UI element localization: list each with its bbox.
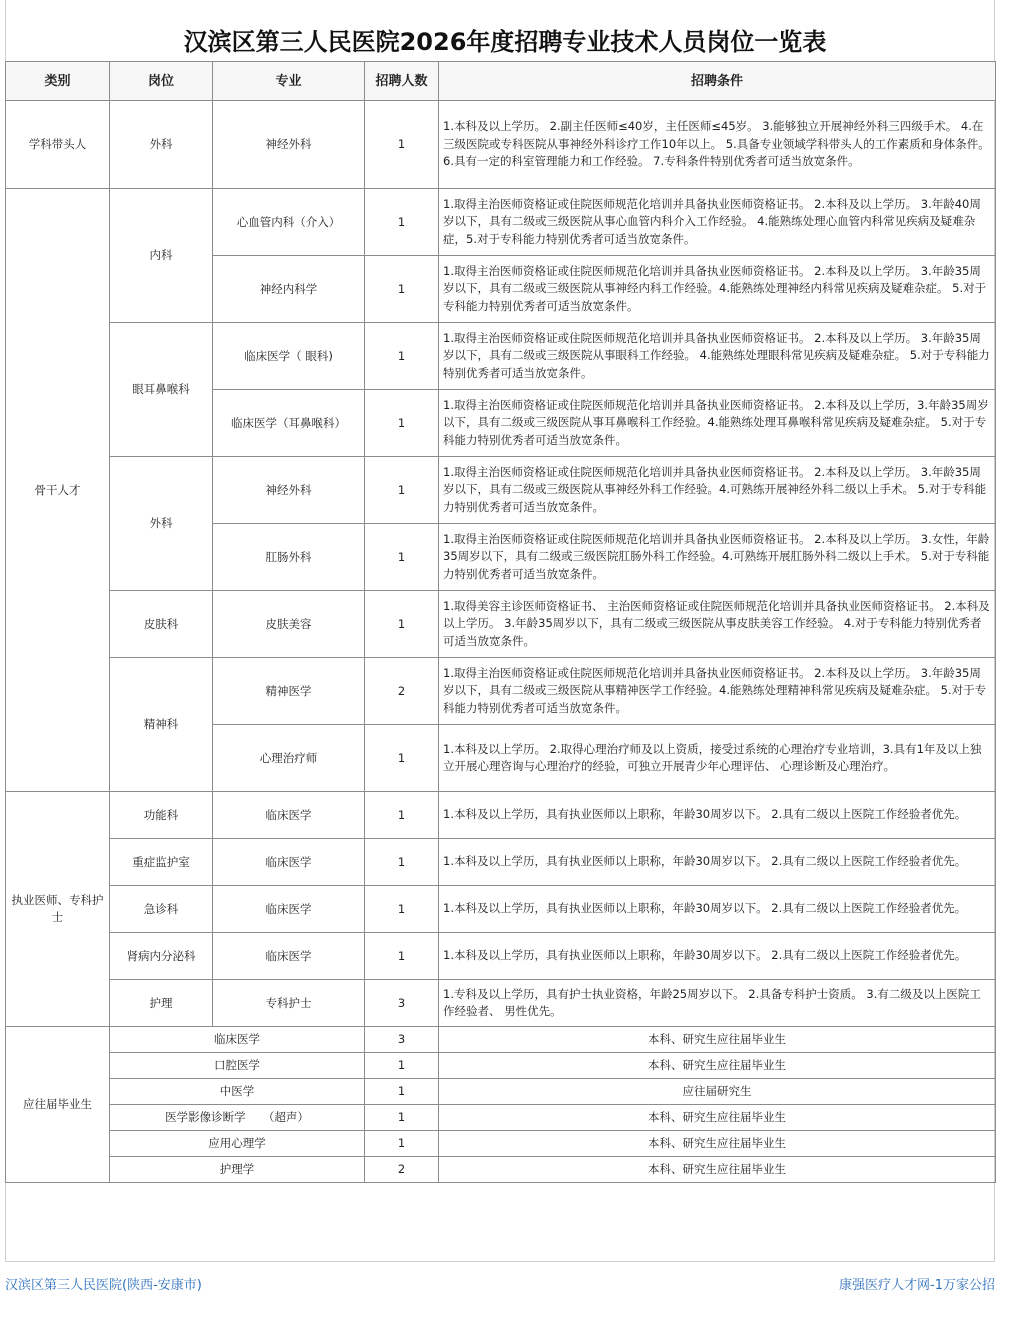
- header-post: 岗位: [110, 62, 213, 101]
- count-cell: 1: [365, 1079, 439, 1105]
- conditions-cell: 应往届研究生: [439, 1079, 996, 1105]
- conditions-cell: 1.取得主治医师资格证或住院医师规范化培训并具备执业医师资格证书。 2.本科及以上学历。 3.年龄35周岁以下，具有二级或三级医院从事神经外科工作经验。4.可熟练开展神经外科二级以上手术。 5.对于专科能力特别优秀者可适当放宽条件。: [439, 457, 996, 524]
- table-row: [6, 792, 996, 839]
- table-row: [6, 189, 996, 256]
- table-row: [6, 980, 996, 1027]
- major-cell: 临床医学: [110, 1027, 365, 1053]
- table-row: [6, 1131, 996, 1157]
- table-row: [6, 101, 996, 189]
- table-row: [6, 457, 996, 524]
- major-cell: 临床医学: [213, 933, 365, 980]
- major-cell: 专科护士: [213, 980, 365, 1027]
- post-cell: 精神科: [110, 658, 213, 792]
- conditions-cell: 1.取得主治医师资格证或住院医师规范化培训并具备执业医师资格证书。 2.本科及以上学历。 3.女性，年龄35周岁以下，具有二级或三级医院肛肠外科工作经验。4.可熟练开展肛肠外科二级以上手术。 5.对于专科能力特别优秀者可适当放宽条件。: [439, 524, 996, 591]
- page-title: 汉滨区第三人民医院2026年度招聘专业技术人员岗位一览表: [183, 28, 827, 56]
- conditions-cell: 1.本科及以上学历，具有执业医师以上职称，年龄30周岁以下。 2.具有二级以上医院工作经验者优先。: [439, 792, 996, 839]
- count-cell: 1: [365, 792, 439, 839]
- header-count: 招聘人数: [365, 62, 439, 101]
- post-cell: 眼耳鼻喉科: [110, 323, 213, 457]
- count-cell: 2: [365, 658, 439, 725]
- table-row: [6, 1079, 996, 1105]
- conditions-cell: 1.取得美容主诊医师资格证书、 主治医师资格证或住院医师规范化培训并具备执业医师资格证书。 2.本科及以上学历。 3.年龄35周岁以下，具有二级或三级医院从事皮肤美容工作经验。 4.对于专科能力特别优秀者可适当放宽条件。: [439, 591, 996, 658]
- post-cell: 护理: [110, 980, 213, 1027]
- major-cell: 中医学: [110, 1079, 365, 1105]
- conditions-cell: 本科、研究生应往届毕业生: [439, 1105, 996, 1131]
- post-cell: 内科: [110, 189, 213, 323]
- table-row: [6, 658, 996, 725]
- conditions-cell: 1.专科及以上学历，具有护士执业资格，年龄25周岁以下。 2.具备专科护士资质。 3.有二级及以上医院工作经验者、 男性优先。: [439, 980, 996, 1027]
- major-cell: 神经外科: [213, 457, 365, 524]
- category-cell: 应往届毕业生: [6, 1027, 110, 1183]
- major-cell: 临床医学: [213, 839, 365, 886]
- count-cell: 1: [365, 101, 439, 189]
- recruitment-table: [5, 61, 996, 1183]
- table-row: [6, 323, 996, 390]
- post-cell: 外科: [110, 457, 213, 591]
- count-cell: 1: [365, 189, 439, 256]
- count-cell: 1: [365, 524, 439, 591]
- post-cell: 肾病内分泌科: [110, 933, 213, 980]
- post-cell: 功能科: [110, 792, 213, 839]
- category-cell: 执业医师、专科护士: [6, 792, 110, 1027]
- conditions-cell: 1.取得主治医师资格证或住院医师规范化培训并具备执业医师资格证书。 2.本科及以上学历。 3.年龄35周岁以下，具有二级或三级医院从事精神医学工作经验。4.能熟练处理精神科常见疾病及疑难杂症。 5.对于专科能力特别优秀者可适当放宽条件。: [439, 658, 996, 725]
- count-cell: 1: [365, 725, 439, 792]
- major-cell: 医学影像诊断学 （超声）: [110, 1105, 365, 1131]
- table-row: [6, 1053, 996, 1079]
- major-cell: 口腔医学: [110, 1053, 365, 1079]
- post-cell: 皮肤科: [110, 591, 213, 658]
- post-cell: 急诊科: [110, 886, 213, 933]
- major-cell: 肛肠外科: [213, 524, 365, 591]
- major-cell: 心血管内科（介入）: [213, 189, 365, 256]
- count-cell: 1: [365, 1105, 439, 1131]
- conditions-cell: 1.本科及以上学历，具有执业医师以上职称，年龄30周岁以下。 2.具有二级以上医院工作经验者优先。: [439, 933, 996, 980]
- conditions-cell: 本科、研究生应往届毕业生: [439, 1053, 996, 1079]
- major-cell: 临床医学（耳鼻喉科）: [213, 390, 365, 457]
- conditions-cell: 1.取得主治医师资格证或住院医师规范化培训并具备执业医师资格证书。 2.本科及以上学历。 3.年龄35周岁以下，具有二级或三级医院从事神经内科工作经验。4.能熟练处理神经内科常见疾病及疑难杂症。 5.对于专科能力特别优秀者可适当放宽条件。: [439, 256, 996, 323]
- conditions-cell: 1.取得主治医师资格证或住院医师规范化培训并具备执业医师资格证书。 2.本科及以上学历，3.年龄35周岁以下，具有二级或三级医院从事耳鼻喉科工作经验。4.能熟练处理耳鼻喉科常见疾病及疑难杂症。 5.对于专科能力特别优秀者可适当放宽条件。: [439, 390, 996, 457]
- count-cell: 1: [365, 323, 439, 390]
- header-major: 专业: [213, 62, 365, 101]
- major-cell: 精神医学: [213, 658, 365, 725]
- major-cell: 临床医学: [213, 792, 365, 839]
- conditions-cell: 本科、研究生应往届毕业生: [439, 1157, 996, 1183]
- header-category: 类别: [6, 62, 110, 101]
- count-cell: 1: [365, 886, 439, 933]
- header-conditions: 招聘条件: [439, 62, 996, 101]
- table-row: [6, 886, 996, 933]
- major-cell: 护理学: [110, 1157, 365, 1183]
- major-cell: 神经内科学: [213, 256, 365, 323]
- count-cell: 1: [365, 457, 439, 524]
- major-cell: 皮肤美容: [213, 591, 365, 658]
- table-row: [6, 839, 996, 886]
- header-row: [6, 62, 996, 101]
- count-cell: 1: [365, 1131, 439, 1157]
- major-cell: 临床医学: [213, 886, 365, 933]
- table-row: [6, 933, 996, 980]
- conditions-cell: 1.本科及以上学历，具有执业医师以上职称，年龄30周岁以下。 2.具有二级以上医院工作经验者优先。: [439, 839, 996, 886]
- conditions-cell: 1.本科及以上学历。 2.副主任医师≤40岁，主任医师≤45岁。 3.能够独立开展神经外科三四级手术。 4.在三级医院或专科医院从事神经外科诊疗工作10年以上。 5.具备专业领域学科带头人的工作素质和身体条件。 6.具有一定的科室管理能力和工作经验。 7.专科条件特别优秀者可适当放宽条件。: [439, 101, 996, 189]
- count-cell: 3: [365, 980, 439, 1027]
- post-cell: 重症监护室: [110, 839, 213, 886]
- conditions-cell: 1.取得主治医师资格证或住院医师规范化培训并具备执业医师资格证书。 2.本科及以上学历。 3.年龄35周岁以下，具有二级或三级医院从事眼科工作经验。 4.能熟练处理眼科常见疾病及疑难杂症。 5.对于专科能力特别优秀者可适当放宽条件。: [439, 323, 996, 390]
- conditions-cell: 1.本科及以上学历。 2.取得心理治疗师及以上资质，接受过系统的心理治疗专业培训，3.具有1年及以上独立开展心理咨询与心理治疗的经验，可独立开展青少年心理评估、 心理诊断及心理治疗。: [439, 725, 996, 792]
- count-cell: 1: [365, 1053, 439, 1079]
- category-cell: 骨干人才: [6, 189, 110, 792]
- conditions-cell: 本科、研究生应往届毕业生: [439, 1027, 996, 1053]
- category-cell: 学科带头人: [6, 101, 110, 189]
- major-cell: 心理治疗师: [213, 725, 365, 792]
- count-cell: 1: [365, 839, 439, 886]
- count-cell: 1: [365, 933, 439, 980]
- count-cell: 1: [365, 591, 439, 658]
- count-cell: 1: [365, 256, 439, 323]
- major-cell: 临床医学（ 眼科): [213, 323, 365, 390]
- major-cell: 应用心理学: [110, 1131, 365, 1157]
- count-cell: 2: [365, 1157, 439, 1183]
- conditions-cell: 1.本科及以上学历，具有执业医师以上职称，年龄30周岁以下。 2.具有二级以上医院工作经验者优先。: [439, 886, 996, 933]
- conditions-cell: 本科、研究生应往届毕业生: [439, 1131, 996, 1157]
- table-row: [6, 1157, 996, 1183]
- count-cell: 3: [365, 1027, 439, 1053]
- footer-source-link[interactable]: 汉滨区第三人民医院(陕西-安康市): [5, 1278, 202, 1293]
- major-cell: 神经外科: [213, 101, 365, 189]
- post-cell: 外科: [110, 101, 213, 189]
- count-cell: 1: [365, 390, 439, 457]
- conditions-cell: 1.取得主治医师资格证或住院医师规范化培训并具备执业医师资格证书。 2.本科及以上学历。 3.年龄40周岁以下，具有二级或三级医院从事心血管内科介入工作经验。 4.能熟练处理心血管内科常见疾病及疑难杂症，5.对于专科能力特别优秀者可适当放宽条件。: [439, 189, 996, 256]
- footer-site-link[interactable]: 康强医疗人才网-1万家公招: [839, 1278, 995, 1293]
- table-row: [6, 1027, 996, 1053]
- table-row: [6, 1105, 996, 1131]
- table-row: [6, 591, 996, 658]
